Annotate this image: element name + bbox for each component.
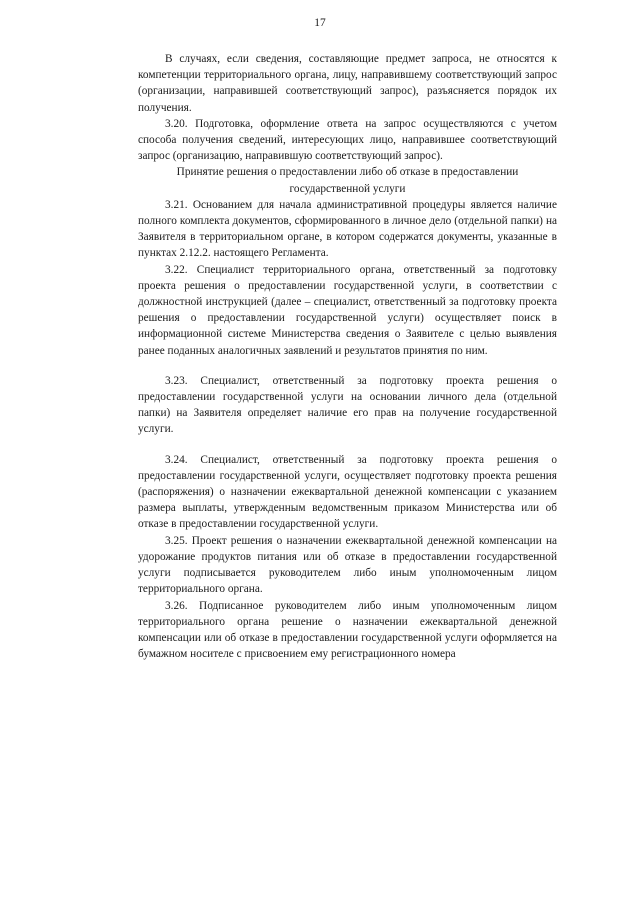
paragraph-3-21: 3.21. Основанием для начала административной процедуры является наличие полного комплекта документов, сформированного в личное дело (отдельной папки) на Заявителя в территориальном органе, в котором содержатся документы, указанные в пунктах 2.12.2. настоящего Регламента. bbox=[138, 198, 557, 260]
paragraph-3-23: 3.23. Специалист, ответственный за подготовку проекта решения о предоставлении государственной услуги на основании личного дела (отдельной папки) на Заявителя определяет наличие его прав на получение государственной услуги. bbox=[138, 374, 557, 436]
page-number: 17 bbox=[314, 17, 326, 29]
document-body bbox=[138, 51, 557, 662]
paragraph-3-25: 3.25. Проект решения о назначении ежеквартальной денежной компенсации на удорожание продуктов питания или об отказе в предоставлении государственной услуги подписывается руководителем либо иным уполномоченным лицом территориального органа. bbox=[138, 534, 557, 596]
section-heading: Принятие решения о предоставлении либо об отказе в предоставлении государственной услуги bbox=[176, 166, 519, 195]
paragraph-3-22: 3.22. Специалист территориального органа, ответственный за подготовку проекта решения о предоставлении государственной услуги, в соответствии с должностной инструкцией (далее – специалист, ответственный за подготовку проекта решения о предоставлении государственной услуги) осуществляет поиск в информационной системе Министерства сведения о Заявителе с целью выявления ранее поданных аналогичных заявлений и результатов принятия по ним. bbox=[138, 263, 557, 357]
paragraph-3-24: 3.24. Специалист, ответственный за подготовку проекта решения о предоставлении государственной услуги, осуществляет подготовку проекта решения (распоряжения) о назначении ежеквартальной денежной компенсации с указанием размера выплаты, утвержденным ведомственным приказом Министерства или об отказе в предоставлении государственной услуги. bbox=[138, 453, 557, 531]
paragraph-3-26: 3.26. Подписанное руководителем либо иным уполномоченным лицом территориального органа решение о назначении ежеквартальной денежной компенсации или об отказе в предоставлении государственной услуги оформляется на бумажном носителе с присвоением ему регистрационного номера bbox=[138, 599, 557, 661]
paragraph: В случаях, если сведения, составляющие предмет запроса, не относятся к компетенции территориального органа, лицу, направившему соответствующий запрос (организации, направившей соответствующий запрос), разъясняется порядок их получения. bbox=[138, 53, 557, 114]
paragraph-3-20: 3.20. Подготовка, оформление ответа на запрос осуществляются с учетом способа получения сведений, интересующих лицо, направившее соответствующий запрос (организацию, направившую соответствующий запрос). bbox=[138, 117, 557, 163]
